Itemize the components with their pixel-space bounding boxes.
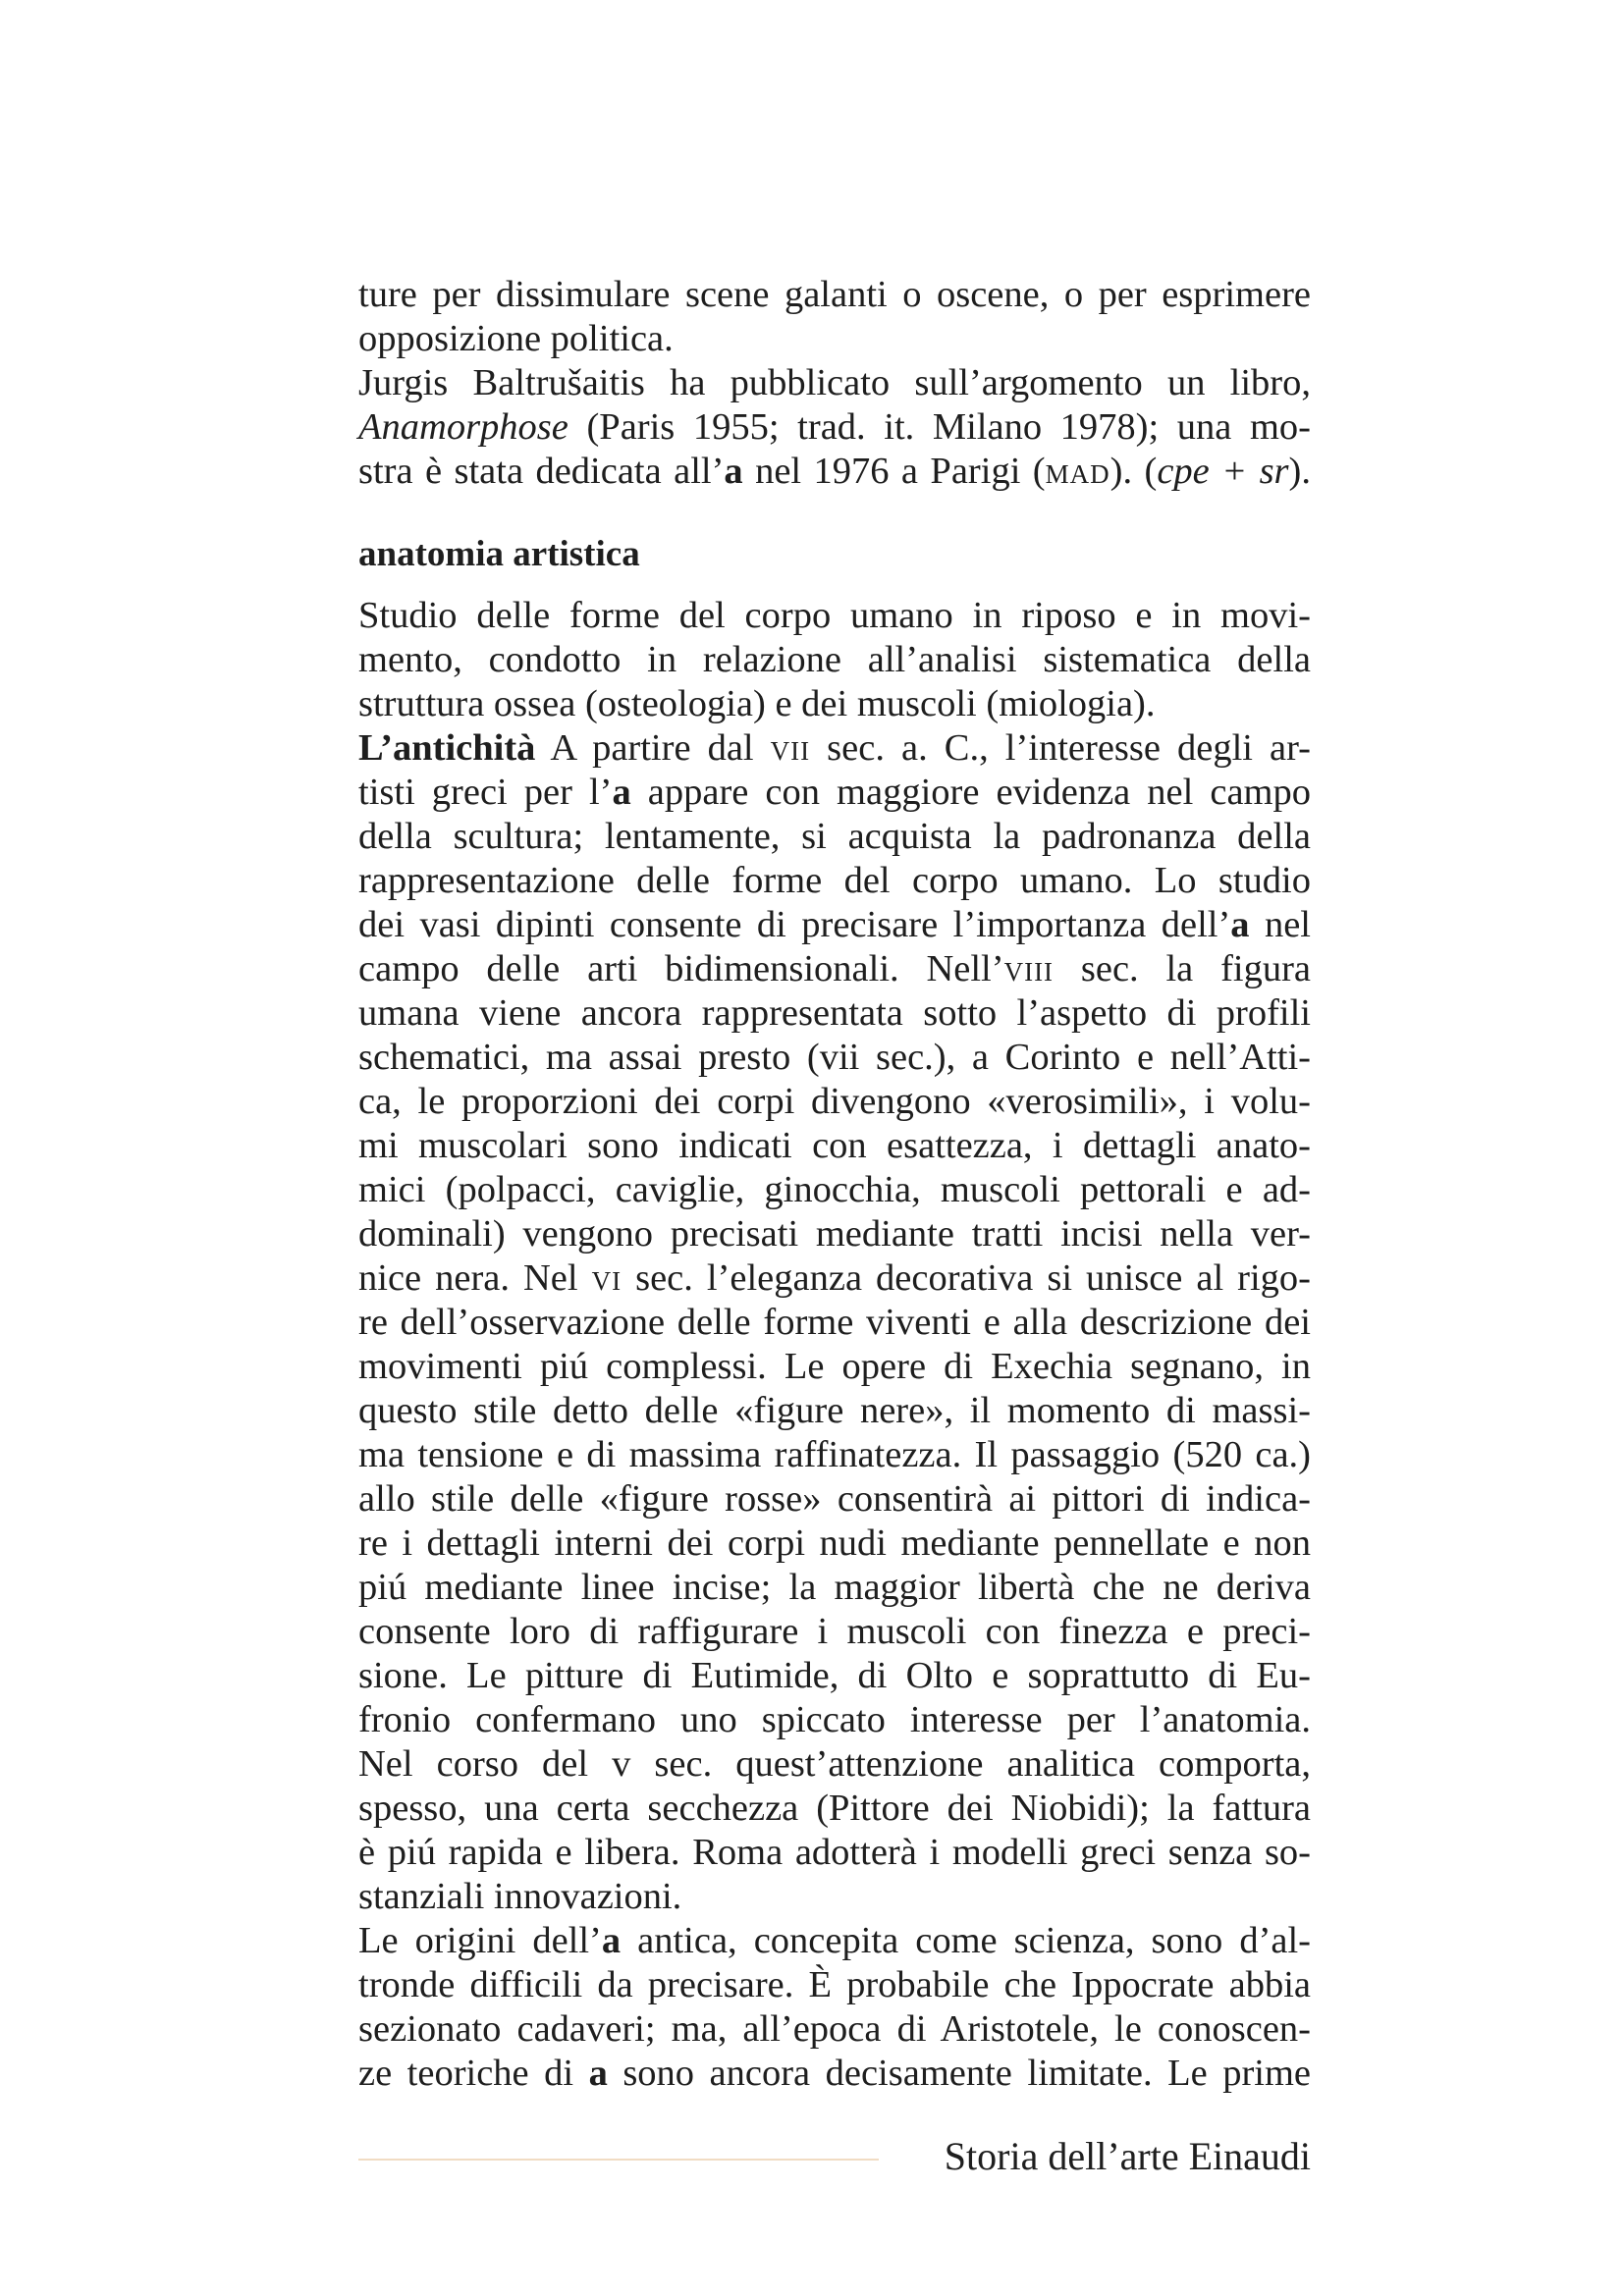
text-line: ma tensione e di massima raffinatezza. Il passaggio (520 ca.) [358,1434,1311,1475]
text-run: antica, concepita come scienza, sono d’al- [621,1920,1311,1961]
text-line [358,947,1311,991]
text-line [358,1919,1311,1963]
text-line [358,2052,1311,2096]
text-run: ze teoriche di [358,2053,589,2094]
text-line: schematici, ma assai presto (vii sec.), a Corinto e nell’Atti- [358,1037,1311,1078]
text-run: sec. l’eleganza decorativa si unisce al rigo- [622,1257,1311,1299]
text-run: stra è stata dedicata all’ [358,451,725,492]
text-run: (Paris 1955; trad. it. Milano 1978); una mo- [568,406,1311,448]
footer-divider [358,2159,879,2161]
text-line: umana viene ancora rappresentata sotto l’aspetto di profili [358,992,1311,1034]
text-run: ). [1288,451,1311,492]
footer-title: Storia dell’arte Einaudi [944,2134,1311,2178]
page-body [358,273,1311,2096]
text-run: nice nera. Nel [358,1257,592,1299]
text-line [358,450,1311,494]
text-line: struttura ossea (osteologia) e dei muscoli (miologia). [358,683,1156,724]
text-line: Jurgis Baltrušaitis ha pubblicato sull’argomento un libro, [358,362,1311,403]
entry-abbrev: a [612,772,631,813]
entry-abbrev: a [588,2053,608,2094]
text-line: piú mediante linee incise; la maggior libertà che ne deriva [358,1567,1311,1608]
text-line: sezionato cadaveri; ma, all’epoca di Aristotele, le conoscen- [358,2008,1311,2050]
text-run: campo delle arti bidimensionali. Nell’ [358,948,1004,989]
text-run: appare con maggiore evidenza nel campo [630,772,1311,813]
text-line: spesso, una certa secchezza (Pittore dei Niobidi); la fattura [358,1788,1311,1829]
text-line: sione. Le pitture di Eutimide, di Olto e soprattutto di Eu- [358,1655,1311,1696]
small-caps-run: viii [1003,948,1055,989]
entry-abbrev: a [1230,904,1250,945]
text-run: sec. la figura [1054,948,1311,989]
text-line: ture per dissimulare scene galanti o oscene, o per esprimere [358,274,1311,315]
text-line: è piú rapida e libera. Roma adotterà i modelli greci senza so- [358,1832,1311,1873]
book-title: Anamorphose [358,406,568,448]
text-line: ca, le proporzioni dei corpi divengono «verosimili», i volu- [358,1081,1311,1122]
text-line: mici (polpacci, caviglie, ginocchia, muscoli pettorali e ad- [358,1169,1311,1210]
text-line: Studio delle forme del corpo umano in riposo e in movi- [358,595,1311,636]
text-run: nel 1976 a Parigi ( [742,451,1046,492]
text-line [358,726,1311,771]
text-line: re i dettagli interni dei corpi nudi mediante pennellate e non [358,1522,1311,1564]
text-run: A partire dal [535,727,771,769]
entry-abbrev: a [724,451,743,492]
section-heading: L’antichità [358,727,536,769]
small-caps-run: vi [591,1257,622,1299]
entry-heading: anatomia artistica [358,534,640,574]
text-run: dei vasi dipinti consente di precisare l’importanza dell’ [358,904,1231,945]
text-line [358,1256,1311,1301]
small-caps-run: vii [770,727,811,769]
small-caps-run: mad [1045,451,1110,492]
text-line: movimenti piú complessi. Le opere di Exechia segnano, in [358,1346,1311,1387]
text-run: sec. a. C., l’interesse degli ar- [810,727,1311,769]
text-line: re dell’osservazione delle forme viventi e alla descrizione dei [358,1302,1311,1343]
text-line: Nel corso del v sec. quest’attenzione analitica comporta, [358,1743,1311,1785]
text-run: Le origini dell’ [358,1920,602,1961]
text-line: fronio confermano uno spiccato interesse per l’anatomia. [358,1699,1311,1740]
text-run: tisti greci per l’ [358,772,613,813]
text-line: mento, condotto in relazione all’analisi sistematica della [358,639,1311,680]
text-line: questo stile detto delle «figure nere», il momento di massi- [358,1390,1311,1431]
text-line [358,405,1311,450]
entry-abbrev: a [601,1920,622,1961]
text-run: sono ancora decisamente limitate. Le prime [607,2053,1311,2094]
text-line: dominali) vengono precisati mediante tratti incisi nella ver- [358,1213,1311,1255]
author-initials: cpe + sr [1157,451,1289,492]
text-line: allo stile delle «figure rosse» consentirà ai pittori di indica- [358,1478,1311,1520]
text-line: rappresentazione delle forme del corpo umano. Lo studio [358,860,1311,901]
text-line [358,771,1311,815]
text-line [358,903,1311,947]
text-line: consente loro di raffigurare i muscoli con finezza e preci- [358,1611,1311,1652]
text-run: nel [1249,904,1311,945]
text-line: stanziali innovazioni. [358,1876,682,1917]
text-line: mi muscolari sono indicati con esattezza, i dettagli anato- [358,1125,1311,1166]
text-line: opposizione politica. [358,318,674,359]
text-line: della scultura; lentamente, si acquista la padronanza della [358,816,1311,857]
text-line: tronde difficili da precisare. È probabile che Ippocrate abbia [358,1964,1311,2005]
text-run: ). ( [1109,451,1158,492]
